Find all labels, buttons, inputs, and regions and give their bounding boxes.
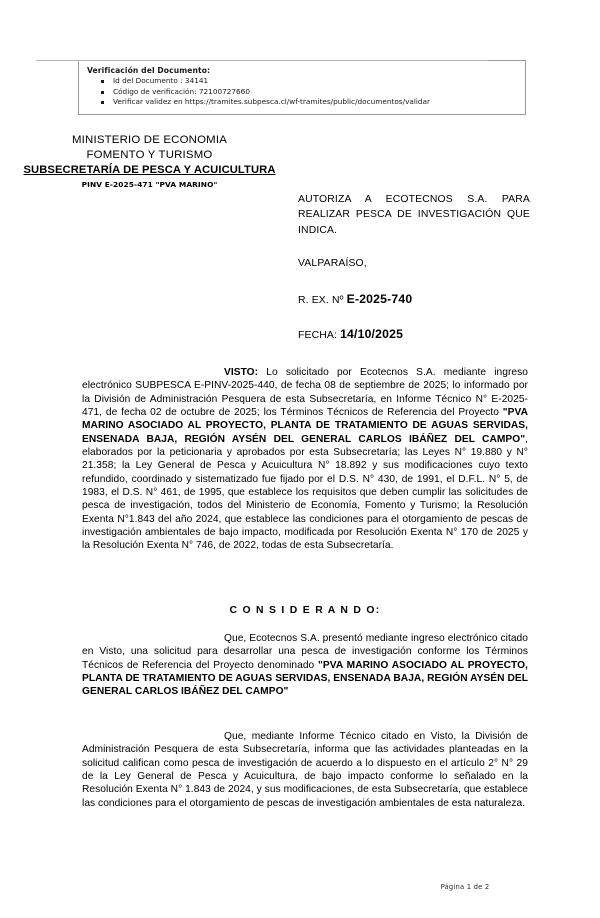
ministry-line-1: MINISTERIO DE ECONOMIA (71, 134, 228, 146)
considerando-paragraph-1 (82, 632, 528, 699)
verification-title: Verificación del Documento: (87, 66, 211, 75)
header-divider-line (36, 60, 488, 61)
resolution-number-line (298, 292, 412, 306)
ministry-line-2: FOMENTO Y TURISMO (86, 148, 213, 161)
visto-paragraph (82, 366, 528, 553)
date-label: FECHA: (298, 330, 338, 341)
visto-project-name: "PVA MARINO ASOCIADO AL PROYECTO, PLANTA DE TRATAMIENTO DE AGUAS SERVIDAS, ENSENADA BAJA, REGIÓN AYSÉN DEL GENERAL CARLOS IBÁÑEZ DEL CAMPO" (82, 407, 528, 445)
resolution-number-label: R. EX. Nº (298, 295, 344, 306)
visto-heading: VISTO: (224, 367, 259, 378)
considerando-section-2 (82, 730, 528, 810)
page-number: Página 1 de 2 (440, 883, 490, 891)
date-value: 14/10/2025 (340, 327, 404, 341)
subsecretaria-title: SUBSECRETARÍA DE PESCA Y ACUICULTURA (23, 164, 276, 176)
verification-item-code: Código de verificación: 72100727660 (113, 87, 519, 98)
considerando-p1-project-name: "PVA MARINO ASOCIADO AL PROYECTO, PLANTA DE TRATAMIENTO DE AGUAS SERVIDAS, ENSENADA BAJA, REGIÓN AYSÉN DEL GENERAL CARLOS IBÁÑEZ DEL CAMPO" (82, 659, 528, 698)
date-line (298, 327, 403, 341)
place-label: VALPARAÍSO, (298, 258, 367, 269)
verification-box-frame (78, 60, 526, 115)
considerando-heading: C O N S I D E R A N D O: (229, 605, 381, 616)
page-footer (0, 876, 600, 894)
verification-box (78, 60, 526, 115)
visto-text-part-1: Lo solicitado por Ecotecnos S.A. mediante ingreso electrónico SUBPESCA E-PINV-2025-440, de fecha 08 de septiembre de 2025; lo informado por la División de Administración Pesquera de esta Subsecretaría, en Informe Técnico N° E-2025-471, de fecha 02 de octubre de 2025; los Términos Técnicos de Referencia del Proyecto (82, 367, 528, 419)
visto-text-part-2: , elaborados por la peticionaria y aprobados por esta Subsecretaría; las Leyes N° 19.880 y N° 21.358; la Ley General de Pesca y Acuicultura N° 18.892 y sus modificaciones cuyo texto refundido, coordinado y sistematizado fue fijado por el D.S. N° 430, de 1991, el D.F.L. N° 5, de 1983, el D.S. N° 461, de 1995, que establece los requisitos que deben cumplir las solicitudes de pesca de investigación, todos del Ministerio de Economía, Fomento y Turismo; la Resolución Exenta N°1.843 del año 2024, que establece las condiciones para el otorgamiento de pescas de investigación ambientales de bajo impacto, modificada por Resolución Exenta N° 170 de 2025 y la Resolución Exenta N° 746, de 2022, todas de esta Subsecretaría. (82, 433, 528, 552)
considerando-section-1 (82, 632, 528, 699)
verification-item-url: Verificar validez en https://tramites.subpesca.cl/wf-tramites/public/documentos/validar (113, 97, 519, 108)
verification-list (87, 76, 519, 108)
resolution-number-value: E-2025-740 (346, 292, 413, 306)
resolution-subject-title: AUTORIZA A ECOTECNOS S.A. PARA REALIZAR PESCA DE INVESTIGACIÓN QUE INDICA. (298, 194, 530, 236)
visto-section (82, 366, 528, 553)
project-code: PINV E-2025-471 "PVA MARINO" (81, 179, 218, 189)
verification-item-document-id: Id del Documento : 34141 (113, 76, 519, 87)
considerando-paragraph-2: Que, mediante Informe Técnico citado en Visto, la División de Administración Pesquera de esta Subsecretaría, informa que las actividades planteadas en la solicitud califican como pesca de investigación de acuerdo a lo dispuesto en el artículo 2° N° 29 de la Ley General de Pesca y Acuicultura, de bajo impacto conforme lo señalado en la Resolución Exenta N° 1.843 de 2024, y sus modificaciones, de esta Subsecretaría, que establece las condiciones para el otorgamiento de pescas de investigación ambientales de esta naturaleza. (82, 731, 528, 809)
considerando-p1-text: Que, Ecotecnos S.A. presentó mediante ingreso electrónico citado en Visto, una solicitud para desarrollar una pesca de investigación conforme los Términos Técnicos de Referencia del Proyecto denominado (82, 633, 528, 671)
organization-header (22, 133, 277, 191)
